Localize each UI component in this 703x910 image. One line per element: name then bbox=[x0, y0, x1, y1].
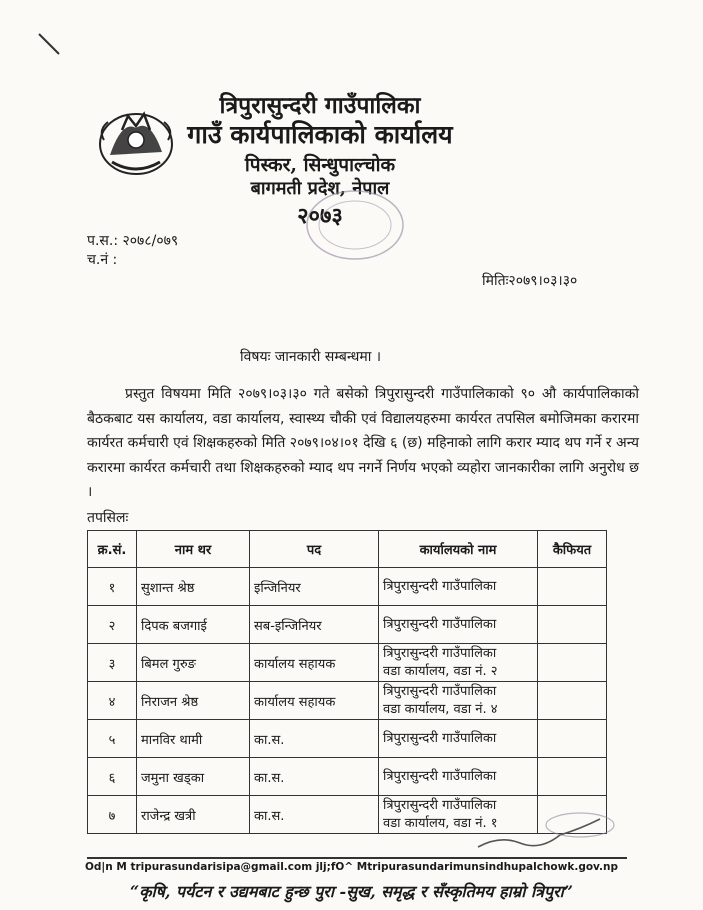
office-line: त्रिपुरासुन्दरी गाउँपालिका bbox=[383, 578, 497, 594]
footer-slogan: “कृषि, पर्यटन र उद्यमबाट हुन्छ पुरा -सुख, समृद्ध र सँस्कृतिमय हाम्रो त्रिपुरा” bbox=[130, 882, 573, 901]
cell-office bbox=[379, 758, 538, 796]
cell-name: राजेन्द्र खत्री bbox=[137, 796, 250, 834]
table-row bbox=[88, 568, 607, 606]
established-year: २०७३ bbox=[297, 203, 343, 229]
office-line-2: वडा कार्यालय, वडा नं. २ bbox=[383, 663, 498, 679]
signature-mark bbox=[470, 805, 620, 857]
cell-remarks bbox=[538, 758, 607, 796]
cell-remarks bbox=[538, 720, 607, 758]
office-address: पिस्कर, सिन्धुपाल्चोक bbox=[244, 154, 396, 176]
cell-post: सब-इन्जिनियर bbox=[250, 606, 379, 644]
cell-serial: ६ bbox=[88, 758, 137, 796]
office-line-2: वडा कार्यालय, वडा नं. १ bbox=[383, 815, 498, 831]
cell-post: का.स. bbox=[250, 796, 379, 834]
col-serial: क्र.सं. bbox=[88, 531, 137, 568]
cell-name: दिपक बजगाई bbox=[137, 606, 250, 644]
cell-post: कार्यालय सहायक bbox=[250, 682, 379, 720]
table-row bbox=[88, 720, 607, 758]
cell-name: मानविर थामी bbox=[137, 720, 250, 758]
letter-date: मितिः२०७९।०३।३० bbox=[482, 273, 578, 289]
cell-serial: ७ bbox=[88, 796, 137, 834]
cell-office bbox=[379, 644, 538, 682]
office-line: त्रिपुरासुन्दरी गाउँपालिका bbox=[383, 645, 497, 661]
cell-name: निराजन श्रेष्ठ bbox=[137, 682, 250, 720]
col-remarks: कैफियत bbox=[538, 531, 607, 568]
cell-name: सुशान्त श्रेष्ठ bbox=[137, 568, 250, 606]
footer-divider bbox=[87, 857, 627, 859]
cell-remarks bbox=[538, 606, 607, 644]
cell-office bbox=[379, 568, 538, 606]
province-country: बागमती प्रदेश, नेपाल bbox=[250, 178, 390, 199]
cell-remarks bbox=[538, 568, 607, 606]
staff-table bbox=[87, 530, 607, 834]
cell-serial: ५ bbox=[88, 720, 137, 758]
table-header-row bbox=[88, 531, 607, 568]
cell-remarks bbox=[538, 682, 607, 720]
cell-serial: २ bbox=[88, 606, 137, 644]
office-line: त्रिपुरासुन्दरी गाउँपालिका bbox=[383, 616, 497, 632]
pen-stroke-mark bbox=[35, 30, 65, 60]
dispatch-number: च.नं : bbox=[87, 252, 118, 268]
cell-serial: १ bbox=[88, 568, 137, 606]
table-row bbox=[88, 682, 607, 720]
cell-office bbox=[379, 606, 538, 644]
table-row bbox=[88, 758, 607, 796]
office-name: गाउँ कार्यपालिकाको कार्यालय bbox=[187, 120, 453, 149]
office-line: त्रिपुरासुन्दरी गाउँपालिका bbox=[383, 683, 497, 699]
office-line: त्रिपुरासुन्दरी गाउँपालिका bbox=[383, 730, 497, 746]
letter-body: प्रस्तुत विषयमा मिति २०७९।०३।३० गते बसेको त्रिपुरासुन्दरी गाउँपालिकाको ९० औ कार्यपालिकाको बैठकबाट यस कार्यालय, वडा कार्यालय, स्वास्थ्य चौकी एवं विद्यालयहरुमा कार्यरत तपसिल बमोजिमका करारमा कार्यरत कर्मचारी एवं शिक्षकहरुको मिति २०७९।०४।०१ देखि ६ (छ) महिनाको लागि करार म्याद थप गर्ने र अन्य करारमा कार्यरत कर्मचारी तथा शिक्षकहरुको म्याद थप नगर्ने निर्णय भएको व्यहोरा जानकारीका लागि अनुरोध छ । bbox=[87, 386, 639, 500]
cell-post: का.स. bbox=[250, 720, 379, 758]
cell-name: जमुना खड्का bbox=[137, 758, 250, 796]
footer-contact: Od|n M tripurasundarisipa@gmail.com jlj;fO^ Mtripurasundarimunsindhupalchowk.gov.np bbox=[84, 861, 619, 873]
cell-serial: ४ bbox=[88, 682, 137, 720]
letter-subject: विषयः जानकारी सम्बन्धमा । bbox=[240, 349, 382, 365]
col-office: कार्यालयको नाम bbox=[379, 531, 538, 568]
org-name: त्रिपुरासुन्दरी गाउँपालिका bbox=[219, 92, 421, 119]
cell-post: का.स. bbox=[250, 758, 379, 796]
cell-post: कार्यालय सहायक bbox=[250, 644, 379, 682]
cell-remarks bbox=[538, 644, 607, 682]
col-post: पद bbox=[250, 531, 379, 568]
cell-office bbox=[379, 682, 538, 720]
office-line: त्रिपुरासुन्दरी गाउँपालिका bbox=[383, 768, 497, 784]
office-round-seal-icon bbox=[300, 185, 410, 265]
letter-reference-number: प.स.: २०७८/०७९ bbox=[87, 233, 179, 249]
office-line: त्रिपुरासुन्दरी गाउँपालिका bbox=[383, 797, 497, 813]
tapasil-label: तपसिलः bbox=[87, 510, 129, 526]
cell-serial: ३ bbox=[88, 644, 137, 682]
cell-name: बिमल गुरुङ bbox=[137, 644, 250, 682]
cell-office bbox=[379, 720, 538, 758]
table-row bbox=[88, 644, 607, 682]
col-name: नाम थर bbox=[137, 531, 250, 568]
cell-post: इन्जिनियर bbox=[250, 568, 379, 606]
office-line-2: वडा कार्यालय, वडा नं. ४ bbox=[383, 701, 498, 717]
table-row bbox=[88, 606, 607, 644]
